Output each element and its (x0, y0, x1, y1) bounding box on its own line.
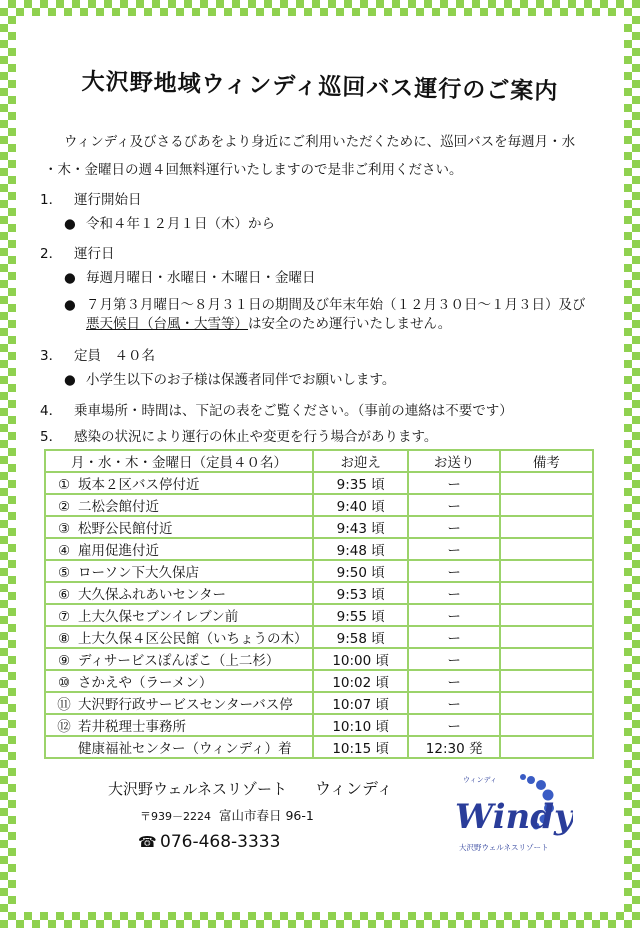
stop-number: ⑧ (57, 631, 71, 647)
note-cell (500, 582, 593, 604)
dropoff-time: ー (408, 604, 499, 626)
table-row (45, 582, 593, 604)
dropoff-time: ー (408, 494, 499, 516)
stop-name: 松野公民館付近 (78, 521, 173, 537)
schedule-table (44, 449, 594, 759)
intro-line-1: ウィンディ及びさるびあをより身近にご利用いただくために、巡回バスを毎週月・水 (64, 134, 576, 150)
note-cell (500, 670, 593, 692)
pickup-time: 9:50 頃 (313, 560, 408, 582)
stop-cell (45, 692, 313, 714)
pickup-time: 9:40 頃 (313, 494, 408, 516)
note-cell (500, 714, 593, 736)
stop-number: ② (57, 499, 71, 515)
street-address: 富山市春日 96-1 (219, 808, 314, 823)
section-number: 4． (40, 403, 63, 419)
stop-cell (45, 648, 313, 670)
stop-cell (45, 582, 313, 604)
stop-number: ⑩ (57, 675, 71, 691)
pickup-time: 10:00 頃 (313, 648, 408, 670)
intro-paragraph (44, 128, 604, 184)
company-full-name: 大沢野ウェルネスリゾート (108, 780, 287, 798)
table-row (45, 472, 593, 494)
dropoff-time: ー (408, 626, 499, 648)
note-cell (500, 604, 593, 626)
telephone-icon: ☎ (138, 833, 157, 851)
note-cell (500, 560, 593, 582)
table-row (45, 626, 593, 648)
stop-cell (45, 560, 313, 582)
table-row (45, 648, 593, 670)
stop-name: ローソン下大久保店 (78, 565, 199, 581)
note-cell (500, 494, 593, 516)
checkered-border-top (0, 0, 640, 16)
bullet-dot: ● (64, 270, 76, 286)
windy-logo (445, 768, 573, 858)
pickup-time: 10:02 頃 (313, 670, 408, 692)
stop-number: ⑤ (57, 565, 71, 581)
dropoff-time: ー (408, 692, 499, 714)
bullet-children (64, 371, 604, 390)
pickup-time: 10:10 頃 (313, 714, 408, 736)
dropoff-time: 12:30 発 (408, 736, 499, 758)
dropoff-time: ー (408, 560, 499, 582)
stop-number: ⑪ (57, 697, 71, 713)
stop-number: ④ (57, 543, 71, 559)
section-2 (40, 242, 115, 262)
stop-cell (45, 494, 313, 516)
bullet-text (86, 296, 596, 334)
note-cell (500, 736, 593, 758)
phone (138, 832, 280, 852)
table-row (45, 670, 593, 692)
stop-name: ディサービスぽんぽこ（上二杉） (78, 653, 280, 669)
dropoff-time: ー (408, 516, 499, 538)
checkered-border-right (624, 0, 640, 928)
table-row (45, 516, 593, 538)
table-row (45, 736, 593, 758)
pickup-time: 9:43 頃 (313, 516, 408, 538)
pickup-time: 10:07 頃 (313, 692, 408, 714)
checkered-border-bottom (0, 912, 640, 928)
bullet-dot: ● (64, 216, 76, 232)
stop-number: ⑨ (57, 653, 71, 669)
stop-name: 上大久保セブンイレブン前 (78, 609, 239, 625)
note-cell (500, 472, 593, 494)
suspension-line-2: は安全のため運行いたしません。 (248, 316, 452, 332)
address (140, 806, 314, 824)
table-row (45, 604, 593, 626)
dropoff-time: ー (408, 648, 499, 670)
bullet-text: 令和４年１２月１日（木）から (86, 216, 275, 232)
stop-number: ⑫ (57, 719, 71, 735)
dropoff-time: ー (408, 538, 499, 560)
pickup-time: 9:35 頃 (313, 472, 408, 494)
section-number: 3． (40, 348, 63, 364)
bullet-text: 毎週月曜日・水曜日・木曜日・金曜日 (86, 270, 316, 286)
logo-word: Windy (455, 797, 573, 837)
section-number: 2． (40, 246, 63, 262)
stop-name: 大久保ふれあいセンター (78, 587, 226, 603)
stop-number: ⑥ (57, 587, 71, 603)
stop-name: 雇用促進付近 (78, 543, 159, 559)
table-header-row (45, 450, 593, 472)
header-pickup: お迎え (313, 450, 408, 472)
note-cell (500, 516, 593, 538)
table-row (45, 692, 593, 714)
stop-name: 坂本２区バス停付近 (78, 477, 200, 493)
bullet-dot: ● (64, 297, 76, 313)
section-4 (40, 399, 513, 419)
section-1 (40, 188, 142, 208)
bullet-operating-days (64, 269, 604, 288)
section-number: 1． (40, 192, 63, 208)
suspension-line-1: ７月第３月曜日～８月３１日の期間及び年末年始（１２月３０日～１月３日）及び (86, 297, 586, 313)
note-cell (500, 538, 593, 560)
phone-number: 076-468-3333 (160, 832, 281, 852)
stop-cell (45, 714, 313, 736)
stop-cell (45, 604, 313, 626)
company-name (108, 776, 393, 799)
dropoff-time: ー (408, 670, 499, 692)
bullet-text: 小学生以下のお子様は保護者同伴でお願いします。 (86, 372, 396, 388)
section-label: 運行開始日 (74, 192, 142, 208)
stop-cell (45, 626, 313, 648)
logo-kana: ウィンディ (463, 776, 498, 784)
dropoff-time: ー (408, 582, 499, 604)
stop-number: ⑦ (57, 609, 71, 625)
bullet-start-date (64, 215, 604, 234)
section-label: 乗車場所・時間は、下記の表をご覧ください。（事前の連絡は不要です） (74, 403, 513, 419)
dropoff-time: ー (408, 472, 499, 494)
bullet-suspension (64, 296, 604, 334)
section-label: 定員 ４０名 (74, 348, 155, 364)
stop-number: ① (57, 477, 71, 493)
stop-cell (45, 538, 313, 560)
logo-tagline: 大沢野ウェルネスリゾート (459, 843, 549, 852)
header-dropoff: お送り (408, 450, 499, 472)
section-3 (40, 344, 155, 364)
checkered-border-left (0, 0, 16, 928)
table-row (45, 560, 593, 582)
note-cell (500, 626, 593, 648)
suspension-underlined: 悪天候日（台風・大雪等） (86, 316, 248, 332)
table-row (45, 494, 593, 516)
dropoff-time: ー (408, 714, 499, 736)
table-row (45, 538, 593, 560)
stop-name: 若井税理士事務所 (78, 719, 186, 735)
pickup-time: 9:55 頃 (313, 604, 408, 626)
stop-number: ③ (57, 521, 71, 537)
header-route: 月・水・木・金曜日（定員４０名） (45, 450, 313, 472)
pickup-time: 10:15 頃 (313, 736, 408, 758)
stop-cell (45, 670, 313, 692)
note-cell (500, 648, 593, 670)
stop-cell (45, 736, 313, 758)
company-short-name: ウィンディ (314, 779, 393, 798)
pickup-time: 9:53 頃 (313, 582, 408, 604)
pickup-time: 9:58 頃 (313, 626, 408, 648)
intro-line-2: ・木・金曜日の週４回無料運行いたしますので是非ご利用ください。 (44, 162, 463, 178)
section-number: 5． (40, 429, 63, 445)
stop-name: 上大久保４区公民館（いちょうの木） (78, 631, 308, 647)
table-row (45, 714, 593, 736)
stop-name: さかえや（ラーメン） (78, 675, 213, 691)
stop-name: 二松会館付近 (78, 499, 159, 515)
page-title: 大沢野地域ウィンディ巡回バス運行のご案内 (81, 69, 559, 105)
section-label: 運行日 (74, 246, 115, 262)
stop-cell (45, 516, 313, 538)
bullet-dot: ● (64, 372, 76, 388)
postal-code: 〒939－2224 (140, 810, 211, 823)
table-body (45, 472, 593, 758)
header-notes: 備考 (500, 450, 593, 472)
windy-logo-graphic (445, 768, 573, 858)
section-5 (40, 425, 437, 445)
pickup-time: 9:48 頃 (313, 538, 408, 560)
stop-name: 健康福祉センター（ウィンディ）着 (78, 741, 292, 757)
section-label: 感染の状況により運行の休止や変更を行う場合があります。 (74, 429, 438, 445)
stop-name: 大沢野行政サービスセンターバス停 (78, 697, 293, 713)
stop-cell (45, 472, 313, 494)
note-cell (500, 692, 593, 714)
